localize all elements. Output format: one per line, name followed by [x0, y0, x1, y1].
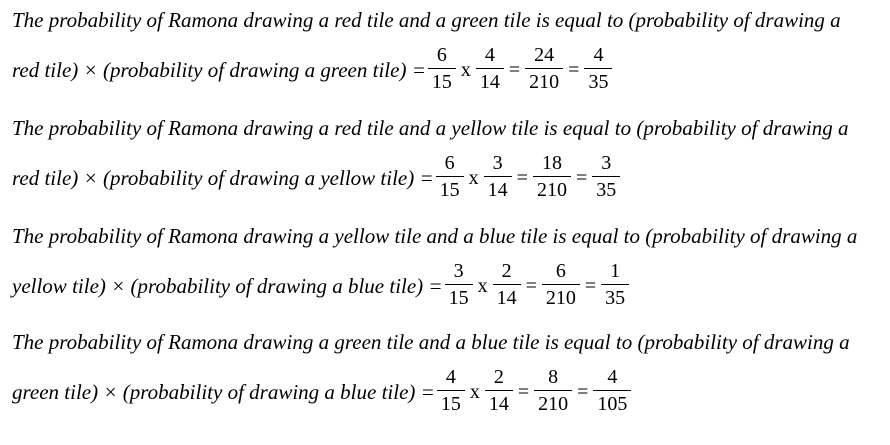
- intro-text: The probability of Ramona drawing a yellow tile and a blue tile is equal to (probability of drawing a: [12, 224, 858, 248]
- numerator: 3: [492, 151, 503, 174]
- intro-text: The probability of Ramona drawing a red tile and a green tile is equal to (probability of drawing a: [12, 8, 841, 32]
- denominator: 35: [596, 178, 617, 201]
- numerator: 2: [501, 259, 512, 282]
- numerator: 4: [593, 43, 604, 66]
- fraction-4: [593, 366, 631, 415]
- equals-sign: =: [584, 274, 597, 297]
- fraction-4: [601, 260, 629, 309]
- probability-block-red-yellow: [12, 116, 882, 202]
- equation-lead-text: yellow tile) × (probability of drawing a blue tile) =: [12, 273, 443, 298]
- equals-sign: =: [517, 380, 530, 403]
- denominator: 15: [431, 70, 452, 93]
- fraction-2: [484, 152, 512, 201]
- fraction-1: [445, 260, 473, 309]
- numerator: 6: [555, 259, 566, 282]
- fraction-2: [485, 366, 513, 415]
- numerator: 4: [607, 365, 618, 388]
- numerator: 3: [453, 259, 464, 282]
- fraction-1: [437, 366, 465, 415]
- numerator: 6: [436, 43, 447, 66]
- equals-sign: =: [508, 58, 521, 81]
- fraction-3: [533, 152, 571, 201]
- equals-sign: =: [575, 166, 588, 189]
- equation-lead-text: red tile) × (probability of drawing a yellow tile) =: [12, 165, 434, 190]
- numerator: 6: [444, 151, 455, 174]
- denominator: 14: [487, 178, 508, 201]
- numerator: 4: [484, 43, 495, 66]
- denominator: 14: [496, 286, 517, 309]
- probability-block-red-green: [12, 8, 882, 94]
- fraction-1: [436, 152, 464, 201]
- equation-line: [12, 364, 882, 416]
- numerator: 4: [445, 365, 456, 388]
- denominator: 15: [448, 286, 469, 309]
- denominator: 210: [536, 178, 567, 201]
- times-sign: x: [469, 380, 480, 403]
- denominator: 15: [440, 392, 461, 415]
- denominator: 15: [439, 178, 460, 201]
- equals-sign: =: [577, 380, 589, 403]
- equals-sign: =: [516, 166, 528, 189]
- fraction-2: [476, 44, 504, 93]
- numerator: 18: [541, 151, 562, 174]
- equation-line: [12, 150, 882, 202]
- times-sign: x: [468, 166, 479, 189]
- numerator: 24: [534, 43, 555, 66]
- denominator: 210: [538, 392, 569, 415]
- denominator: 105: [597, 392, 628, 415]
- denominator: 35: [588, 70, 609, 93]
- intro-text: The probability of Ramona drawing a green tile and a blue tile is equal to (probability of drawing a: [12, 330, 850, 354]
- denominator: 210: [529, 70, 560, 93]
- numerator: 1: [610, 259, 621, 282]
- fraction-2: [493, 260, 521, 309]
- equals-sign: =: [568, 58, 580, 81]
- equals-sign: =: [525, 274, 537, 297]
- fraction-3: [542, 260, 580, 309]
- fraction-4: [584, 44, 612, 93]
- times-sign: x: [460, 58, 471, 81]
- denominator: 210: [545, 286, 576, 309]
- equation-line: [12, 42, 882, 94]
- numerator: 8: [548, 365, 559, 388]
- times-sign: x: [477, 274, 488, 297]
- probability-block-yellow-blue: [12, 224, 882, 310]
- equation-lead-text: green tile) × (probability of drawing a blue tile) =: [12, 379, 435, 404]
- intro-text: The probability of Ramona drawing a red tile and a yellow tile is equal to (probability of drawing a: [12, 116, 849, 140]
- fraction-3: [534, 366, 572, 415]
- denominator: 14: [488, 392, 509, 415]
- numerator: 2: [493, 365, 504, 388]
- numerator: 3: [601, 151, 612, 174]
- equation-lead-text: red tile) × (probability of drawing a green tile) =: [12, 57, 426, 82]
- fraction-3: [525, 44, 563, 93]
- denominator: 35: [605, 286, 626, 309]
- denominator: 14: [479, 70, 500, 93]
- probability-block-green-blue: [12, 330, 882, 416]
- fraction-4: [592, 152, 620, 201]
- fraction-1: [428, 44, 456, 93]
- equation-line: [12, 258, 882, 310]
